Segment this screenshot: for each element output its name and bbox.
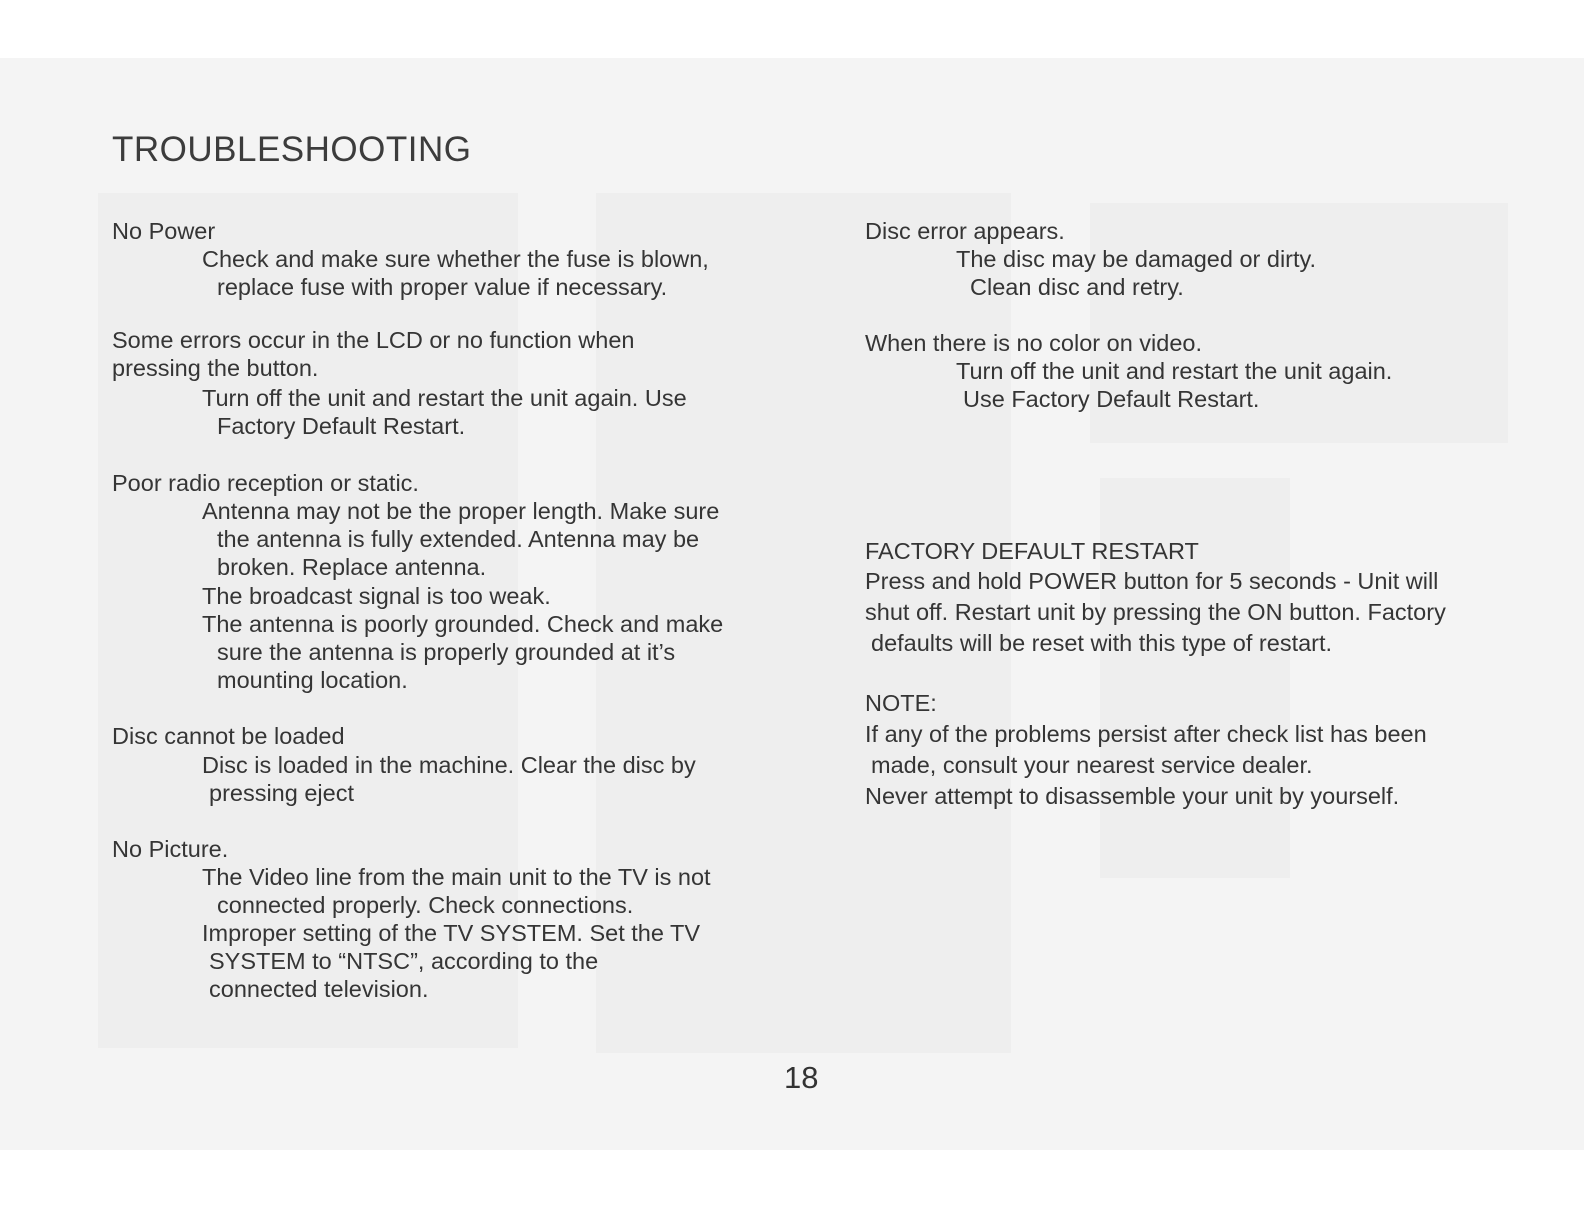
- no-picture-line: Improper setting of the TV SYSTEM. Set the TV: [202, 920, 701, 946]
- no-picture-line: SYSTEM to “NTSC”, according to the: [209, 948, 599, 974]
- no-color-line: Turn off the unit and restart the unit again.: [956, 358, 1393, 384]
- lcd-errors-line: Turn off the unit and restart the unit again. Use: [202, 385, 687, 411]
- factory-default-line: shut off. Restart unit by pressing the ON button. Factory: [865, 599, 1446, 625]
- poor-radio-line: mounting location.: [217, 667, 408, 693]
- factory-default-line: defaults will be reset with this type of restart.: [871, 630, 1333, 656]
- page-number: 18: [784, 1060, 819, 1095]
- no-power-line: Check and make sure whether the fuse is blown,: [202, 246, 709, 272]
- lcd-errors-line: Factory Default Restart.: [217, 413, 466, 439]
- lcd-errors-heading: Some errors occur in the LCD or no function when: [112, 327, 635, 353]
- page-title: TROUBLESHOOTING: [112, 130, 472, 169]
- disc-not-loaded-line: pressing eject: [209, 780, 354, 806]
- no-picture-line: The Video line from the main unit to the TV is not: [202, 864, 711, 890]
- disc-error-line: Clean disc and retry.: [970, 274, 1184, 300]
- poor-radio-line: Antenna may not be the proper length. Make sure: [202, 498, 720, 524]
- no-power-heading: No Power: [112, 218, 216, 244]
- poor-radio-line: the antenna is fully extended. Antenna may be: [217, 526, 700, 552]
- no-picture-heading: No Picture.: [112, 836, 229, 862]
- note-line: Never attempt to disassemble your unit by yourself.: [865, 783, 1400, 809]
- disc-error-heading: Disc error appears.: [865, 218, 1065, 244]
- poor-radio-line: broken. Replace antenna.: [217, 554, 487, 580]
- lcd-errors-heading: pressing the button.: [112, 355, 319, 381]
- note-heading: NOTE:: [865, 690, 937, 716]
- disc-error-line: The disc may be damaged or dirty.: [956, 246, 1317, 272]
- no-color-heading: When there is no color on video.: [865, 330, 1203, 356]
- no-picture-line: connected properly. Check connections.: [217, 892, 634, 918]
- no-power-line: replace fuse with proper value if necessary.: [217, 274, 668, 300]
- note-line: made, consult your nearest service dealer.: [871, 752, 1313, 778]
- poor-radio-line: sure the antenna is properly grounded at it’s: [217, 639, 676, 665]
- poor-radio-line: The antenna is poorly grounded. Check and make: [202, 611, 724, 637]
- no-color-line: Use Factory Default Restart.: [963, 386, 1260, 412]
- poor-radio-line: The broadcast signal is too weak.: [202, 583, 551, 609]
- factory-default-heading: FACTORY DEFAULT RESTART: [865, 538, 1199, 564]
- note-line: If any of the problems persist after check list has been: [865, 721, 1427, 747]
- disc-not-loaded-line: Disc is loaded in the machine. Clear the disc by: [202, 752, 696, 778]
- no-picture-line: connected television.: [209, 976, 429, 1002]
- disc-not-loaded-heading: Disc cannot be loaded: [112, 723, 345, 749]
- poor-radio-heading: Poor radio reception or static.: [112, 470, 419, 496]
- factory-default-line: Press and hold POWER button for 5 seconds - Unit will: [865, 568, 1439, 594]
